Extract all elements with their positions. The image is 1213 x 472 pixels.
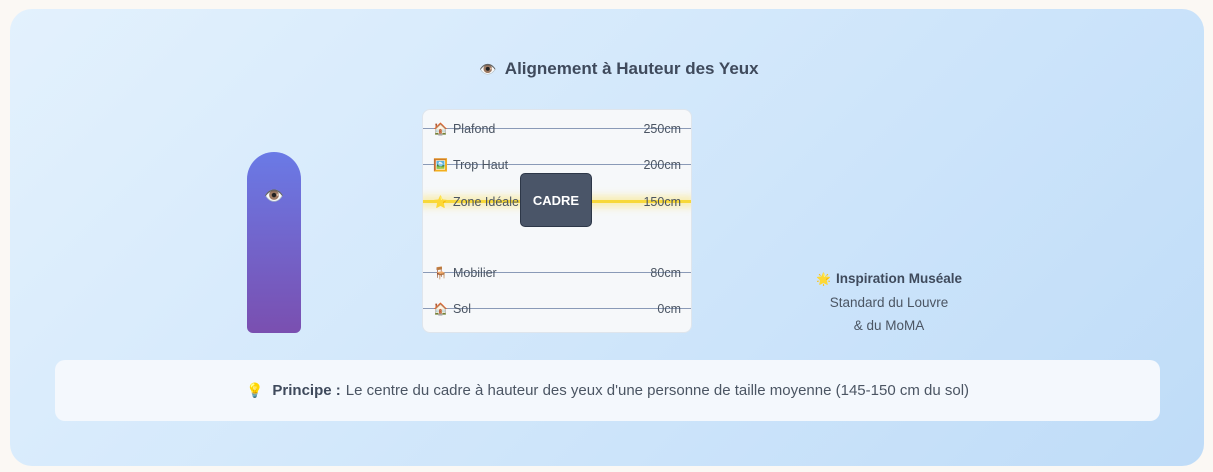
section-title: [10, 59, 1213, 79]
principle-text: Le centre du cadre à hauteur des yeux d'une personne de taille moyenne (145-150 cm du sol): [345, 382, 970, 399]
house-icon: 🏠: [433, 122, 448, 136]
level-label-too-high: [433, 158, 508, 172]
frame-box: [520, 173, 592, 227]
frame-label: CADRE: [532, 192, 580, 208]
level-value-furniture: 80cm: [650, 266, 681, 280]
inspiration-title-text: Inspiration Muséale: [835, 271, 962, 286]
level-value-floor: 0cm: [657, 302, 681, 316]
level-label-floor: [433, 302, 471, 316]
level-label-ceiling: [433, 122, 495, 136]
level-value-ideal: 150cm: [643, 195, 681, 209]
level-value-ceiling: 250cm: [643, 122, 681, 136]
eye-level-card: [10, 9, 1204, 466]
principle-banner: [55, 360, 1160, 421]
level-label-text: Trop Haut: [452, 158, 509, 172]
inspiration-title: [789, 267, 989, 291]
picture-icon: 🖼️: [433, 158, 448, 172]
chair-icon: 🪑: [433, 266, 448, 280]
inspiration-line-2: & du MoMA: [853, 318, 925, 333]
house-icon: 🏠: [433, 302, 448, 316]
wall-height-scale: [422, 109, 692, 333]
lightbulb-icon: 💡: [245, 382, 264, 398]
principle-label: Principe :: [272, 382, 341, 399]
section-title-text: Alignement à Hauteur des Yeux: [504, 59, 759, 78]
level-label-ideal: [433, 195, 519, 209]
eye-icon: 👁️: [264, 188, 284, 205]
inspiration-line-1: Standard du Louvre: [829, 295, 949, 310]
level-label-text: Zone Idéale: [452, 195, 519, 209]
star-icon: ⭐: [433, 195, 448, 209]
museum-inspiration: [789, 267, 989, 337]
level-value-too-high: 200cm: [643, 158, 681, 172]
eye-icon: 👁️: [479, 61, 497, 77]
level-label-furniture: [433, 266, 497, 280]
person-silhouette: [247, 152, 301, 333]
level-label-text: Sol: [452, 302, 472, 316]
level-label-text: Plafond: [452, 122, 496, 136]
level-label-text: Mobilier: [452, 266, 497, 280]
sparkle-icon: 🌟: [816, 272, 831, 286]
